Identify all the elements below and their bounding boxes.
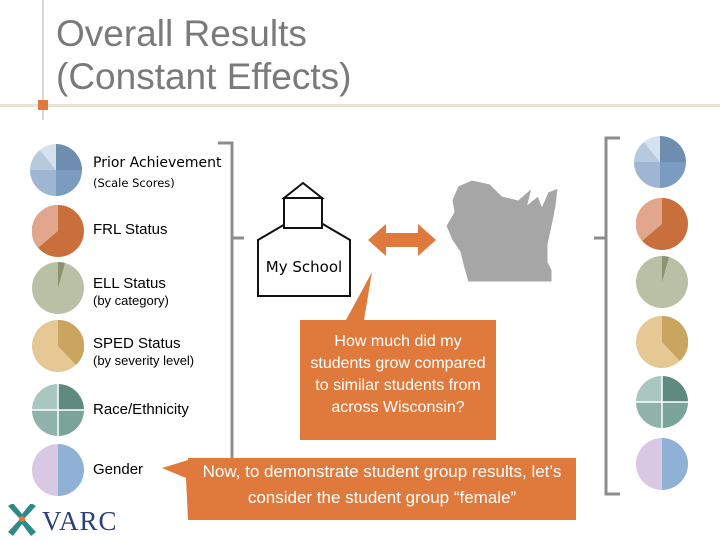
double-arrow-icon (368, 224, 436, 256)
right-sped-pie (636, 316, 688, 368)
right-bracket (606, 138, 620, 494)
right-ell-pie (636, 256, 688, 308)
right-race-ethnicity-pie (636, 376, 688, 428)
frl-label: FRL Status (93, 221, 168, 238)
slide-title: Overall Results (Constant Effects) (56, 13, 352, 97)
varc-logo-icon (4, 504, 40, 538)
sped-label: SPED Status (93, 335, 181, 352)
my-school-label: My School (265, 258, 343, 276)
right-frl-pie (636, 198, 688, 250)
gender-callout-text: Now, to demonstrate student group results, let’s consider the student group “female” (202, 462, 562, 507)
ell-label: ELL Status (93, 275, 166, 292)
wisconsin-map-icon (446, 180, 558, 282)
sped-sublabel: (by severity level) (93, 353, 195, 368)
ell-sublabel: (by category) (93, 293, 169, 308)
race-ethnicity-label: Race/Ethnicity (93, 401, 189, 418)
gender-callout-clip (188, 458, 576, 540)
left-bracket (218, 143, 232, 470)
varc-logo-text: VARC (42, 506, 118, 536)
question-callout-text: How much did my students grow compared to similar students from across Wisconsin? (310, 333, 486, 416)
prior-achievement-sublabel: (Scale Scores) (93, 176, 175, 190)
right-prior-achievement-pie (634, 136, 686, 188)
right-gender-pie (636, 438, 688, 490)
school-building-icon (258, 183, 350, 296)
prior-achievement-label: Prior Achievement (93, 155, 222, 171)
gender-label: Gender (93, 461, 144, 478)
